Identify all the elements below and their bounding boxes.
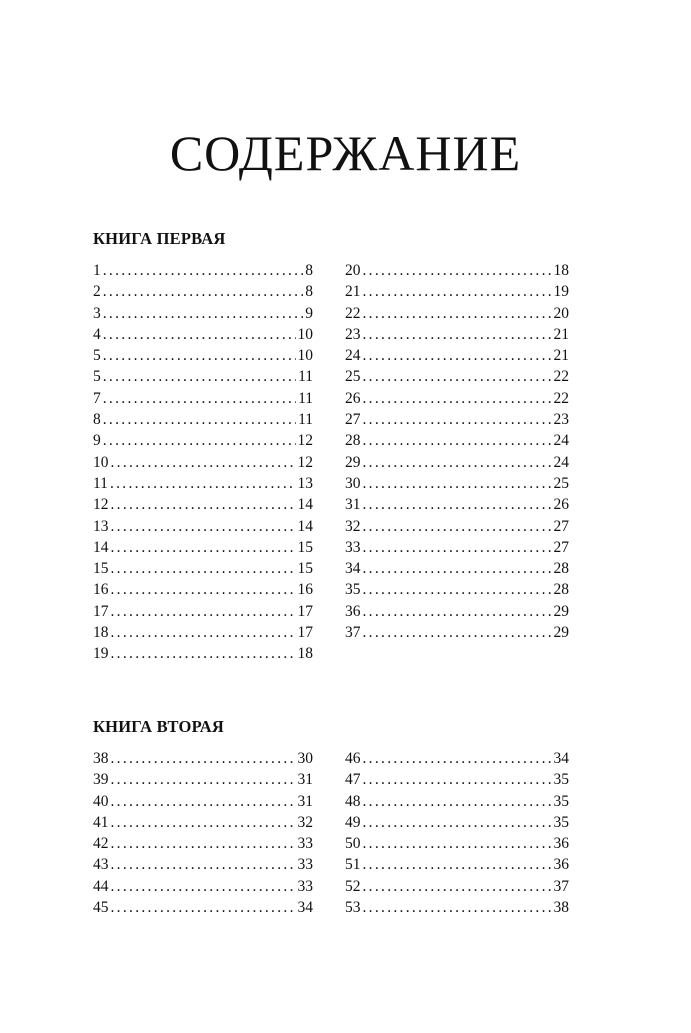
toc-chapter-number: 26 [345, 389, 361, 407]
toc-entry[interactable] [93, 324, 313, 345]
toc-dot-leader [103, 303, 304, 324]
toc-dot-leader [363, 345, 552, 366]
toc-page-number: 17 [297, 624, 313, 642]
toc-chapter-number: 2 [93, 283, 101, 301]
toc-chapter-number: 10 [93, 453, 109, 471]
toc-page-number: 18 [297, 645, 313, 663]
toc-page-number: 36 [553, 835, 569, 853]
toc-dot-leader [111, 516, 296, 537]
toc-page-number: 37 [553, 877, 569, 895]
toc-chapter-number: 50 [345, 835, 361, 853]
toc-entry[interactable] [345, 812, 569, 833]
toc-chapter-number: 30 [345, 474, 361, 492]
toc-chapter-number: 3 [93, 304, 101, 322]
toc-page-number: 22 [553, 389, 569, 407]
toc-page-number: 27 [553, 517, 569, 535]
toc-entry[interactable] [93, 833, 313, 854]
toc-dot-leader [111, 833, 296, 854]
toc-page-number: 23 [553, 411, 569, 429]
toc-dot-leader [363, 833, 552, 854]
toc-chapter-number: 37 [345, 624, 361, 642]
toc-dot-leader [111, 876, 296, 897]
toc-chapter-number: 42 [93, 835, 109, 853]
toc-entry[interactable] [345, 748, 569, 769]
toc-chapter-number: 31 [345, 496, 361, 514]
toc-entry[interactable] [93, 473, 313, 494]
toc-dot-leader [103, 260, 304, 281]
toc-entry[interactable] [345, 345, 569, 366]
toc-entry[interactable] [345, 494, 569, 515]
toc-entry[interactable] [93, 622, 313, 643]
toc-chapter-number: 38 [93, 750, 109, 767]
toc-dot-leader [103, 345, 296, 366]
toc-dot-leader [111, 643, 296, 664]
toc-dot-leader [363, 601, 552, 622]
toc-chapter-number: 20 [345, 262, 361, 279]
toc-page-number: 15 [297, 538, 313, 556]
toc-entry[interactable] [93, 388, 313, 409]
toc-entry[interactable] [93, 897, 313, 918]
toc-entry[interactable] [345, 622, 569, 643]
toc-chapter-number: 23 [345, 325, 361, 343]
toc-page-number: 24 [553, 453, 569, 471]
toc-entry[interactable] [345, 473, 569, 494]
toc-dot-leader [103, 388, 296, 409]
toc-page-number: 17 [297, 602, 313, 620]
toc-page-number: 15 [297, 560, 313, 578]
toc-entry[interactable] [93, 366, 313, 387]
toc-dot-leader [363, 876, 552, 897]
toc-page-number: 13 [297, 474, 313, 492]
book-one-left-column [93, 260, 313, 665]
toc-dot-leader [111, 748, 296, 769]
toc-page-number: 11 [298, 411, 313, 429]
toc-dot-leader [363, 854, 552, 875]
toc-page-number: 14 [297, 517, 313, 535]
toc-dot-leader [363, 388, 552, 409]
toc-dot-leader [363, 281, 552, 302]
toc-page-number: 20 [553, 304, 569, 322]
toc-page-number: 35 [553, 813, 569, 831]
book-one-heading: КНИГА ПЕРВАЯ [93, 229, 226, 248]
toc-entry[interactable] [345, 558, 569, 579]
book-one-section [93, 226, 571, 663]
toc-entry[interactable] [93, 812, 313, 833]
toc-entry[interactable] [93, 558, 313, 579]
toc-dot-leader [111, 579, 296, 600]
toc-entry[interactable] [345, 537, 569, 558]
toc-chapter-number: 5 [93, 368, 101, 386]
toc-chapter-number: 40 [93, 792, 109, 810]
toc-entry[interactable] [93, 281, 313, 302]
toc-entry[interactable] [93, 452, 313, 473]
toc-dot-leader [103, 366, 296, 387]
toc-page-number: 22 [553, 368, 569, 386]
toc-entry[interactable] [345, 260, 569, 281]
toc-chapter-number: 39 [93, 771, 109, 789]
toc-chapter-number: 21 [345, 283, 361, 301]
toc-entry[interactable] [93, 748, 313, 769]
toc-chapter-number: 28 [345, 432, 361, 450]
toc-entry[interactable] [345, 769, 569, 790]
toc-chapter-number: 11 [93, 474, 108, 492]
toc-dot-leader [111, 769, 296, 790]
toc-page-number: 35 [553, 792, 569, 810]
toc-chapter-number: 14 [93, 538, 109, 556]
toc-entry[interactable] [345, 281, 569, 302]
toc-chapter-number: 15 [93, 560, 109, 578]
toc-dot-leader [363, 897, 552, 918]
toc-chapter-number: 46 [345, 750, 361, 767]
toc-chapter-number: 43 [93, 856, 109, 874]
toc-entry[interactable] [345, 430, 569, 451]
toc-page-number: 8 [305, 262, 313, 279]
toc-entry[interactable] [345, 791, 569, 812]
toc-page-number: 18 [553, 262, 569, 279]
toc-entry[interactable] [345, 854, 569, 875]
toc-page-number: 12 [297, 432, 313, 450]
toc-page-number: 21 [553, 325, 569, 343]
toc-chapter-number: 53 [345, 899, 361, 917]
toc-dot-leader [363, 303, 552, 324]
toc-dot-leader [363, 409, 552, 430]
toc-entry[interactable] [93, 876, 313, 897]
toc-chapter-number: 24 [345, 347, 361, 365]
toc-chapter-number: 34 [345, 560, 361, 578]
toc-dot-leader [111, 537, 296, 558]
toc-dot-leader [111, 791, 296, 812]
toc-dot-leader [111, 494, 296, 515]
toc-page-number: 25 [553, 474, 569, 492]
book-two-heading: КНИГА ВТОРАЯ [93, 717, 224, 736]
toc-dot-leader [363, 494, 552, 515]
toc-chapter-number: 5 [93, 347, 101, 365]
toc-dot-leader [363, 537, 552, 558]
toc-dot-leader [363, 430, 552, 451]
toc-page-number: 30 [297, 750, 313, 767]
toc-entry[interactable] [345, 409, 569, 430]
toc-dot-leader [363, 473, 552, 494]
book-two-section [93, 714, 571, 917]
toc-dot-leader [111, 601, 296, 622]
toc-dot-leader [363, 324, 552, 345]
toc-page-number: 14 [297, 496, 313, 514]
toc-chapter-number: 22 [345, 304, 361, 322]
toc-page-number: 35 [553, 771, 569, 789]
toc-entry[interactable] [345, 388, 569, 409]
toc-dot-leader [111, 897, 296, 918]
toc-chapter-number: 8 [93, 411, 101, 429]
toc-dot-leader [363, 516, 552, 537]
toc-page-number: 29 [553, 602, 569, 620]
toc-page-number: 33 [297, 877, 313, 895]
toc-dot-leader [111, 812, 296, 833]
toc-chapter-number: 12 [93, 496, 109, 514]
toc-page-number: 19 [553, 283, 569, 301]
toc-chapter-number: 17 [93, 602, 109, 620]
toc-dot-leader [363, 812, 552, 833]
toc-dot-leader [103, 281, 304, 302]
toc-entry[interactable] [93, 643, 313, 664]
toc-dot-leader [111, 452, 296, 473]
toc-dot-leader [111, 622, 296, 643]
toc-entry[interactable] [345, 366, 569, 387]
toc-page-number: 33 [297, 835, 313, 853]
toc-entry[interactable] [345, 833, 569, 854]
toc-entry[interactable] [93, 345, 313, 366]
toc-entry[interactable] [93, 430, 313, 451]
toc-dot-leader [363, 769, 552, 790]
toc-page-number: 11 [298, 389, 313, 407]
toc-chapter-number: 44 [93, 877, 109, 895]
toc-entry[interactable] [345, 516, 569, 537]
toc-chapter-number: 27 [345, 411, 361, 429]
toc-entry[interactable] [93, 579, 313, 600]
toc-page-number: 33 [297, 856, 313, 874]
toc-page-number: 11 [298, 368, 313, 386]
toc-page-number: 24 [553, 432, 569, 450]
book-two-right-column [345, 748, 569, 918]
toc-entry[interactable] [93, 601, 313, 622]
toc-chapter-number: 18 [93, 624, 109, 642]
toc-dot-leader [363, 791, 552, 812]
toc-entry[interactable] [345, 303, 569, 324]
toc-entry[interactable] [93, 769, 313, 790]
toc-page-number: 29 [553, 624, 569, 642]
toc-chapter-number: 4 [93, 325, 101, 343]
toc-chapter-number: 47 [345, 771, 361, 789]
toc-page-number: 34 [297, 899, 313, 917]
toc-entry[interactable] [345, 897, 569, 918]
toc-dot-leader [363, 558, 552, 579]
toc-entry[interactable] [345, 324, 569, 345]
toc-page-number: 32 [297, 813, 313, 831]
toc-chapter-number: 29 [345, 453, 361, 471]
toc-page-number: 10 [297, 325, 313, 343]
toc-entry[interactable] [93, 260, 313, 281]
toc-dot-leader [363, 622, 552, 643]
toc-chapter-number: 33 [345, 538, 361, 556]
toc-chapter-number: 9 [93, 432, 101, 450]
toc-chapter-number: 13 [93, 517, 109, 535]
toc-page-number: 28 [553, 560, 569, 578]
toc-page-number: 12 [297, 453, 313, 471]
toc-page-number: 27 [553, 538, 569, 556]
toc-chapter-number: 25 [345, 368, 361, 386]
toc-dot-leader [111, 854, 296, 875]
toc-entry[interactable] [345, 601, 569, 622]
toc-page-number: 31 [297, 771, 313, 789]
toc-page-number: 28 [553, 581, 569, 599]
toc-dot-leader [363, 452, 552, 473]
toc-chapter-number: 16 [93, 581, 109, 599]
toc-page-number: 21 [553, 347, 569, 365]
toc-chapter-number: 48 [345, 792, 361, 810]
toc-dot-leader [363, 748, 552, 769]
toc-page-number: 16 [297, 581, 313, 599]
page-title: СОДЕРЖАНИЕ [169, 125, 522, 181]
book-one-right-column [345, 260, 569, 643]
toc-dot-leader [103, 430, 296, 451]
toc-entry[interactable] [93, 791, 313, 812]
toc-page-number: 36 [553, 856, 569, 874]
toc-entry[interactable] [345, 579, 569, 600]
toc-dot-leader [110, 473, 296, 494]
toc-chapter-number: 45 [93, 899, 109, 917]
toc-entry[interactable] [93, 516, 313, 537]
toc-page-number: 9 [305, 304, 313, 322]
toc-dot-leader [103, 409, 296, 430]
toc-entry[interactable] [93, 537, 313, 558]
toc-chapter-number: 19 [93, 645, 109, 663]
toc-chapter-number: 51 [345, 856, 361, 874]
toc-dot-leader [363, 579, 552, 600]
toc-entry[interactable] [345, 876, 569, 897]
toc-chapter-number: 35 [345, 581, 361, 599]
toc-chapter-number: 32 [345, 517, 361, 535]
toc-entry[interactable] [93, 409, 313, 430]
toc-entry[interactable] [93, 494, 313, 515]
toc-entry[interactable] [345, 452, 569, 473]
toc-page-number: 38 [553, 899, 569, 917]
toc-page-number: 26 [553, 496, 569, 514]
toc-chapter-number: 1 [93, 262, 101, 279]
toc-dot-leader [363, 366, 552, 387]
book-two-left-column [93, 748, 313, 918]
toc-page-number: 31 [297, 792, 313, 810]
toc-chapter-number: 7 [93, 389, 101, 407]
toc-page-number: 8 [305, 283, 313, 301]
toc-chapter-number: 49 [345, 813, 361, 831]
toc-page-number: 34 [553, 750, 569, 767]
toc-dot-leader [103, 324, 296, 345]
toc-entry[interactable] [93, 303, 313, 324]
toc-dot-leader [111, 558, 296, 579]
toc-chapter-number: 41 [93, 813, 109, 831]
toc-dot-leader [363, 260, 552, 281]
toc-page-number: 10 [297, 347, 313, 365]
toc-entry[interactable] [93, 854, 313, 875]
toc-chapter-number: 52 [345, 877, 361, 895]
toc-chapter-number: 36 [345, 602, 361, 620]
